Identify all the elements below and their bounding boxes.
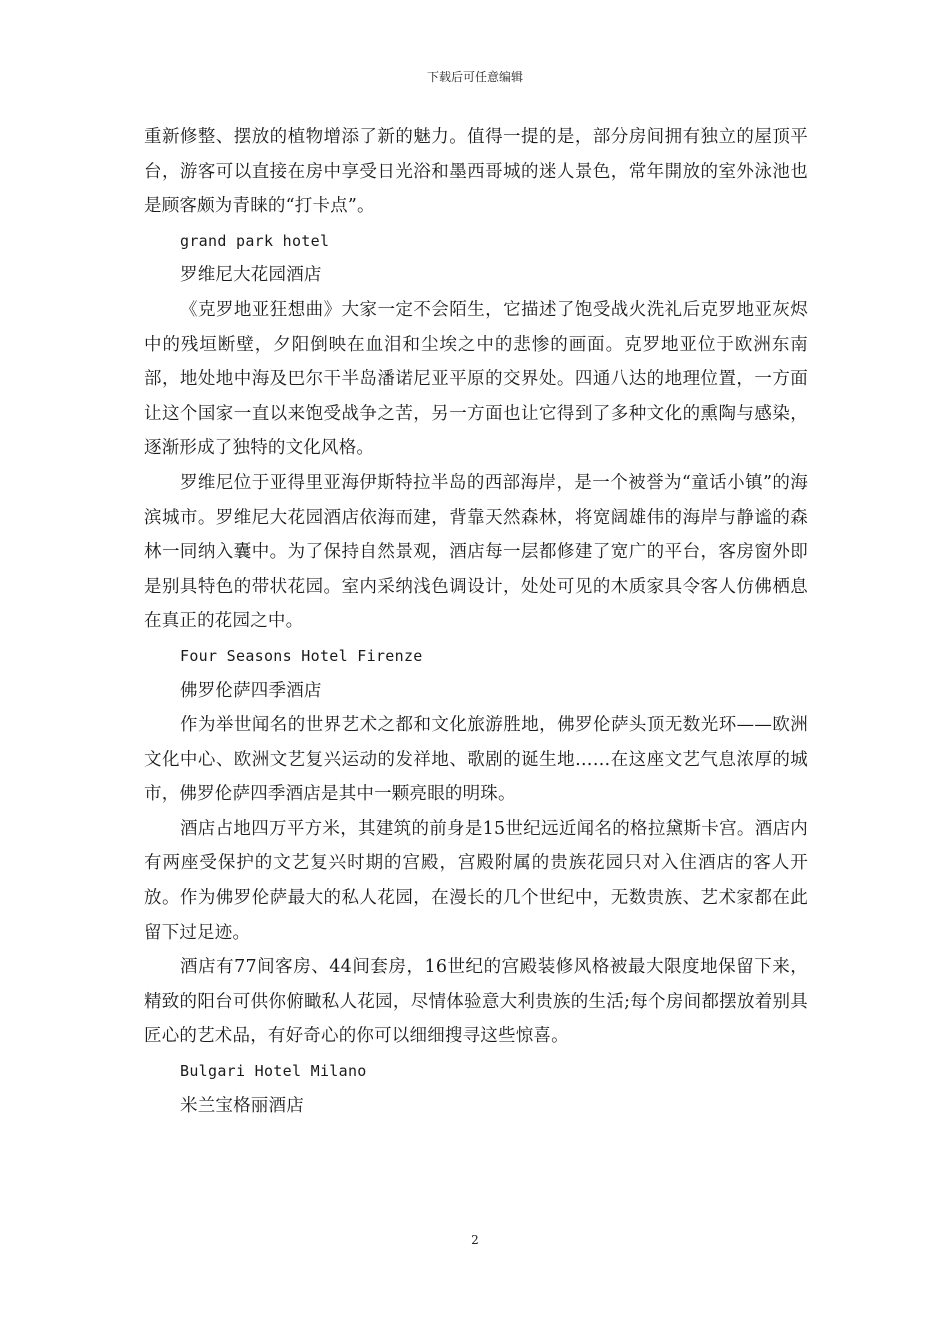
paragraph: 酒店有77间客房、44间套房，16世纪的宫殿装修风格被最大限度地保留下来，精致的阳台可供你俯瞰私人花园，尽情体验意大利贵族的生活;每个房间都摆放着别具匠心的艺术品，有好奇心的你可以细细搜寻这些惊喜。 (144, 957, 808, 1047)
hotel-name-english: grand park hotel (180, 231, 330, 250)
hotel-name-chinese: 罗维尼大花园酒店 (180, 265, 322, 286)
paragraph-continued: 重新修整、摆放的植物增添了新的魅力。值得一提的是，部分房间拥有独立的屋顶平台，游客可以直接在房中享受日光浴和墨西哥城的迷人景色，常年開放的室外泳池也是顾客颇为青睐的“打卡点”。 (144, 127, 808, 217)
paragraph: 罗维尼位于亚得里亚海伊斯特拉半岛的西部海岸，是一个被誉为“童话小镇”的海滨城市。罗维尼大花园酒店依海而建，背靠天然森林，将宽阔雄伟的海岸与静谧的森林一同纳入囊中。为了保持自然景观，酒店每一层都修建了宽广的平台，客房窗外即是别具特色的带状花园。室内采纳浅色调设计，处处可见的木质家具令客人仿佛栖息在真正的花园之中。 (144, 472, 808, 632)
document-body (144, 120, 808, 1123)
paragraph: 酒店占地四万平方米，其建筑的前身是15世纪远近闻名的格拉黛斯卡宫。酒店内有两座受保护的文艺复兴时期的宫殿，宫殿附属的贵族花园只对入住酒店的客人开放。作为佛罗伦萨最大的私人花园，在漫长的几个世纪中，无数贵族、艺术家都在此留下过足迹。 (144, 818, 808, 943)
page-header: 下载后可任意编辑 (426, 70, 523, 84)
page-number: 2 (471, 1233, 479, 1247)
hotel-name-english: Bulgari Hotel Milano (180, 1062, 367, 1081)
hotel-name-chinese: 佛罗伦萨四季酒店 (180, 680, 322, 701)
paragraph: 《克罗地亚狂想曲》大家一定不会陌生，它描述了饱受战火洗礼后克罗地亚灰烬中的残垣断壁，夕阳倒映在血泪和尘埃之中的悲惨的画面。克罗地亚位于欧洲东南部，地处地中海及巴尔干半岛潘诺尼亚平原的交界处。四通八达的地理位置，一方面让这个国家一直以来饱受战争之苦，另一方面也让它得到了多种文化的熏陶与感染，逐渐形成了独特的文化风格。 (144, 299, 808, 459)
paragraph: 作为举世闻名的世界艺术之都和文化旅游胜地，佛罗伦萨头顶无数光环——欧洲文化中心、欧洲文艺复兴运动的发祥地、歌剧的诞生地……在这座文艺气息浓厚的城市，佛罗伦萨四季酒店是其中一颗亮眼的明珠。 (144, 715, 808, 805)
hotel-name-chinese: 米兰宝格丽酒店 (180, 1095, 304, 1116)
hotel-name-english: Four Seasons Hotel Firenze (180, 646, 423, 665)
